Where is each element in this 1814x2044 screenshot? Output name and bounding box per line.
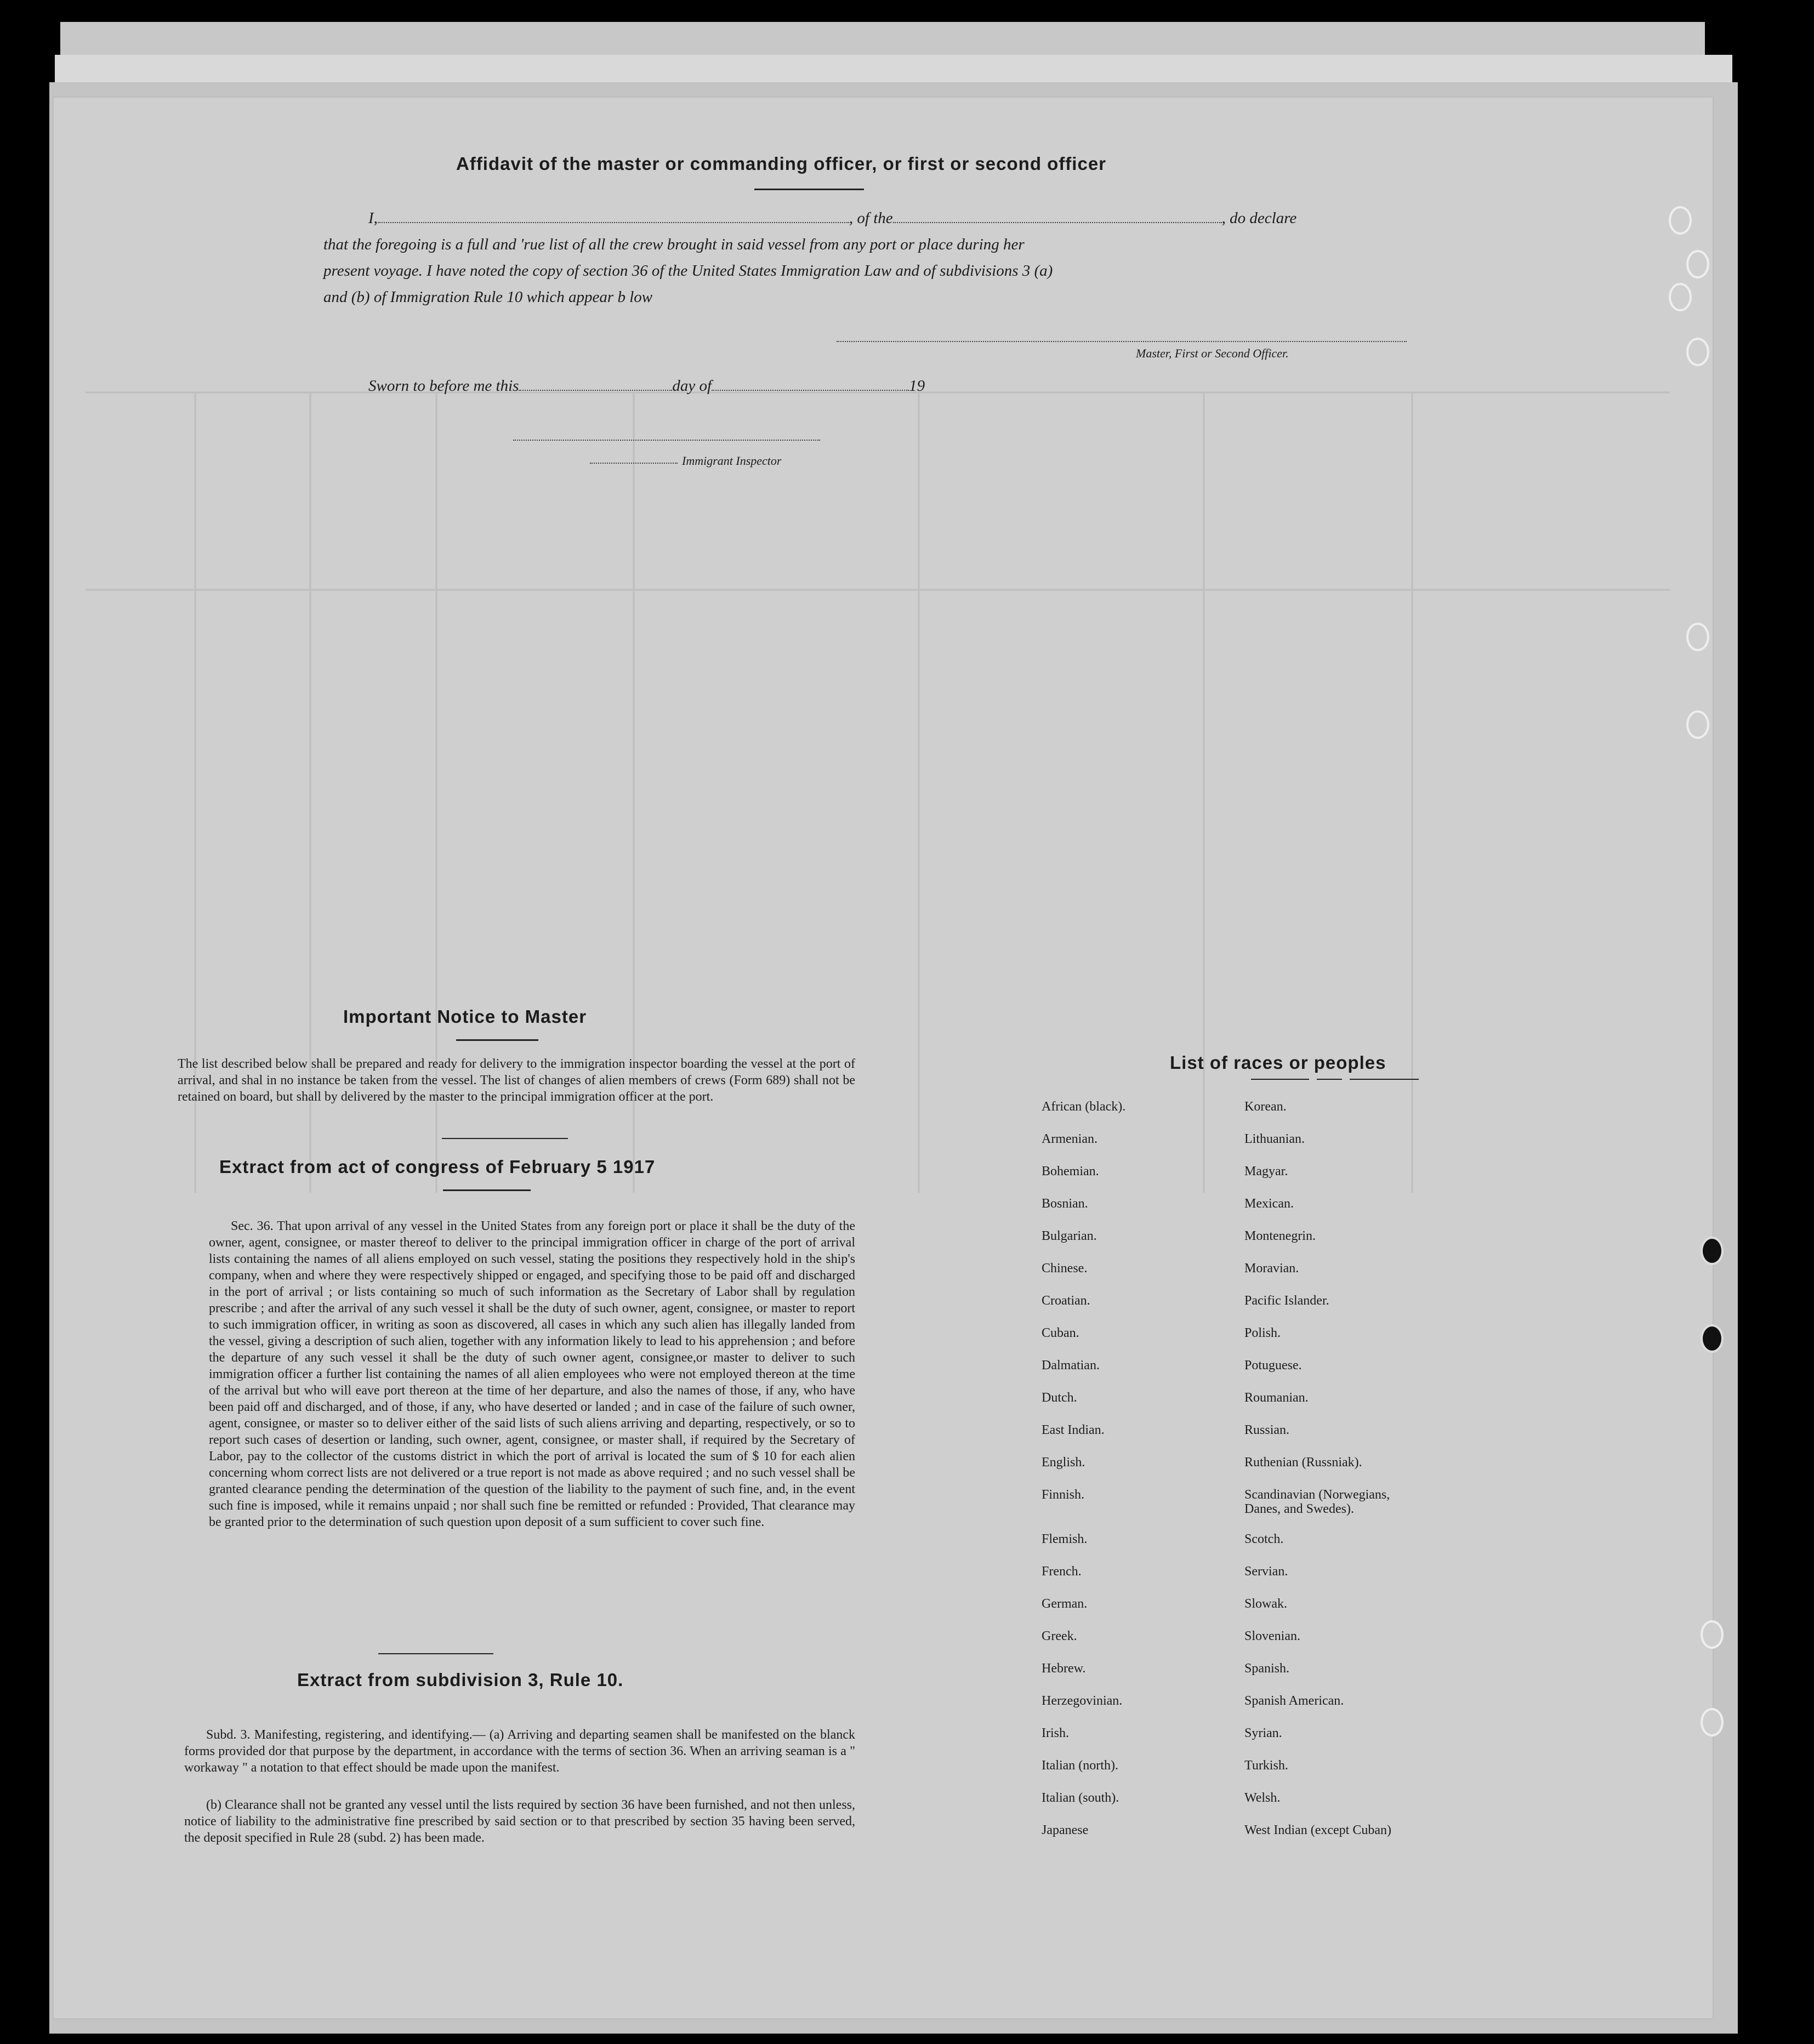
- race-item: Servian.: [1244, 1564, 1288, 1579]
- sworn-day-label: day of: [672, 377, 712, 395]
- race-item: Polish.: [1244, 1326, 1281, 1340]
- race-item: Dutch.: [1042, 1391, 1077, 1405]
- inspector-label: Immigrant Inspector: [682, 454, 782, 468]
- race-item: Lithuanian.: [1244, 1132, 1305, 1146]
- race-item: Welsh.: [1244, 1791, 1281, 1805]
- race-item: East Indian.: [1042, 1423, 1105, 1437]
- affidavit-line1-suffix: , do declare: [1221, 209, 1297, 227]
- punch-hole: [1686, 338, 1709, 366]
- notice-title: Important Notice to Master: [343, 1006, 587, 1027]
- races-title-rule-a: [1251, 1079, 1309, 1080]
- punch-hole: [1686, 623, 1709, 651]
- race-item: Russian.: [1244, 1423, 1290, 1437]
- race-item: Montenegrin.: [1244, 1229, 1316, 1243]
- affidavit-line-2: that the foregoing is a full and 'rue list of all the crew brought in said vessel from any port or place during her: [323, 236, 1025, 253]
- race-item: Spanish.: [1244, 1661, 1290, 1676]
- affidavit-line-3: present voyage. I have noted the copy of section 36 of the United States Immigration Law and of subdivisions 3 (a): [323, 262, 1053, 280]
- race-item: English.: [1042, 1455, 1085, 1470]
- document-page: [53, 96, 1714, 2019]
- affidavit-vessel-field[interactable]: [893, 210, 1222, 223]
- race-item: Herzegovinian.: [1042, 1694, 1123, 1708]
- race-item: Potuguese.: [1244, 1358, 1302, 1373]
- races-title-rule-b: [1317, 1079, 1342, 1080]
- race-item: Syrian.: [1244, 1726, 1282, 1740]
- extract-rule-para2: (b) Clearance shall not be granted any vessel until the lists required by section 36 have been furnished, and not then unless, notice of liability to the administrative fine prescribed by said section or to that prescribed by section 35 having been served, the deposit specified in Rule 28 (subd. 2) has been made.: [184, 1798, 855, 1845]
- race-item: Croatian.: [1042, 1294, 1090, 1308]
- race-item: African (black).: [1042, 1100, 1126, 1114]
- notice-title-rule: [456, 1039, 538, 1041]
- affidavit-line1-prefix: I,: [368, 209, 378, 227]
- race-item: Pacific Islander.: [1244, 1294, 1329, 1308]
- race-item: Bulgarian.: [1042, 1229, 1097, 1243]
- inspector-signature-line[interactable]: [513, 440, 820, 441]
- race-item: Greek.: [1042, 1629, 1077, 1643]
- extract-act-body: Sec. 36. That upon arrival of any vessel in the United States from any foreign port or place it shall be the duty of the owner, agent, consignee, or master thereof to deliver to the principal immigration officer in charge of the port of arrival lists containing the names of all aliens employed on such vessel, stating the positions they respectively hold in the ship's company, when and where they were respectively shipped or engaged, and specifying those to be paid off and discharged in the port of arrival ; or lists containing so much of such information as the Secretary of Labor shall by regulation prescribe ; and after the arrival of any such vessel it shall be the duty of such owner, agent, consignee, or master to report to such immigration officer, in writing as soon as discovered, all cases in which any such alien has illegally landed from the vessel, giving a description of such alien, together with any information likely to lead to his apprehension ; and before the departure of any such vessel it shall be the duty of such owner agent, consignee,or master to deliver to such immigration officer a further list containing the names of all alien employees who were not employed thereon at the time of the arrival but who will eave port thereon at the time of her departure, and also the names of those, if any, who have been paid off and discharged, and of those, if any, who have deserted or landed ; and in case of the failure of such owner, agent, consignee, or master so to deliver either of the said lists of such aliens arriving and departing, respectively, or so to report such cases of desertion or landing, such owner, agent, consignee, or master shall, if required by the Secretary of Labor, pay to the collector of the customs district in which the port of arrival is located the sum of $ 10 for each alien concerning whom correct lists are not delivered or a true report is not made as above required ; and no such vessel shall be granted clearance pending the determination of the question of the liability to the payment of such fine, and, in the event such fine is imposed, while it remains unpaid ; nor shall such fine be remitted or refunded : Provided, That clearance may be granted prior to the determination of such question upon deposit of a sum sufficient to cover such fine.: [209, 1219, 855, 1529]
- notice-separator: [442, 1138, 568, 1139]
- sworn-day-field[interactable]: [519, 378, 672, 391]
- race-item: Chinese.: [1042, 1261, 1088, 1276]
- notice-body: The list described below shall be prepared and ready for delivery to the immigration inspector boarding the vessel at the port of arrival, and shal in no instance be taken from the vessel. The list of changes of alien members of crews (Form 689) shall not be retained on board, but shall by delivered by the master to the principal immigration officer at the port.: [178, 1057, 855, 1104]
- race-item: Scandinavian (Norwegians, Danes, and Swedes).: [1244, 1488, 1390, 1516]
- race-item: Magyar.: [1244, 1164, 1288, 1178]
- race-item: Hebrew.: [1042, 1661, 1086, 1676]
- punch-hole: [1686, 710, 1709, 739]
- punch-hole: [1701, 1324, 1724, 1353]
- extract-act-title: Extract from act of congress of February 5 1917: [219, 1157, 656, 1177]
- race-item: Ruthenian (Russniak).: [1244, 1455, 1362, 1470]
- race-item: Slovenian.: [1244, 1629, 1300, 1643]
- race-item: Bohemian.: [1042, 1164, 1099, 1178]
- inspector-signature-line-2: [590, 463, 678, 464]
- race-item: Flemish.: [1042, 1532, 1088, 1546]
- master-signature-label: Master, First or Second Officer.: [1136, 346, 1289, 360]
- race-item: Moravian.: [1244, 1261, 1299, 1276]
- extract-act-title-rule: [443, 1189, 531, 1191]
- affidavit-line-1: [368, 209, 1421, 227]
- race-item: Japanese: [1042, 1823, 1089, 1837]
- sworn-prefix: Sworn to before me this: [368, 377, 519, 395]
- affidavit-line1-of: , of the: [849, 209, 893, 227]
- punch-hole: [1669, 283, 1692, 311]
- race-item: Finnish.: [1042, 1488, 1085, 1502]
- affidavit-name-field[interactable]: [378, 210, 849, 223]
- punch-hole: [1686, 250, 1709, 278]
- affidavit-title: Affidavit of the master or commanding officer, or first or second officer: [456, 153, 1107, 174]
- extract-act-separator: [378, 1653, 493, 1654]
- race-item: Slowak.: [1244, 1597, 1287, 1611]
- race-item: German.: [1042, 1597, 1088, 1611]
- races-title-rule-c: [1350, 1079, 1419, 1080]
- race-item: Italian (south).: [1042, 1791, 1119, 1805]
- race-item: Dalmatian.: [1042, 1358, 1100, 1373]
- affidavit-title-rule: [754, 189, 864, 190]
- race-item: Bosnian.: [1042, 1197, 1088, 1211]
- punch-hole: [1669, 206, 1692, 235]
- race-item: West Indian (except Cuban): [1244, 1823, 1391, 1837]
- punch-hole: [1701, 1620, 1724, 1649]
- sworn-line: [368, 377, 925, 395]
- race-item: Spanish American.: [1244, 1694, 1344, 1708]
- race-item: Armenian.: [1042, 1132, 1098, 1146]
- race-item: French.: [1042, 1564, 1082, 1579]
- race-item: Korean.: [1244, 1100, 1287, 1114]
- race-item: Italian (north).: [1042, 1758, 1118, 1773]
- extract-rule-para1: Subd. 3. Manifesting, registering, and identifying.— (a) Arriving and departing seamen shall be manifested on the blanck forms provided dor that purpose by the department, in accordance with the terms of section 36. When an arriving seaman is a " workaway " a notation to that effect should be made upon the manifest.: [184, 1728, 855, 1775]
- master-signature-line[interactable]: [837, 341, 1407, 342]
- race-item: Roumanian.: [1244, 1391, 1309, 1405]
- race-item: Mexican.: [1244, 1197, 1294, 1211]
- races-title: List of races or peoples: [1170, 1052, 1386, 1073]
- sworn-month-field[interactable]: [712, 378, 909, 391]
- punch-hole: [1701, 1237, 1724, 1265]
- affidavit-line-4: and (b) of Immigration Rule 10 which appear b low: [323, 288, 653, 306]
- race-item: Irish.: [1042, 1726, 1069, 1740]
- extract-rule-title: Extract from subdivision 3, Rule 10.: [297, 1670, 624, 1690]
- race-item: Cuban.: [1042, 1326, 1079, 1340]
- race-item: Scotch.: [1244, 1532, 1284, 1546]
- sworn-year-label: 19: [909, 377, 925, 395]
- race-item: Turkish.: [1244, 1758, 1288, 1773]
- punch-hole: [1701, 1708, 1724, 1736]
